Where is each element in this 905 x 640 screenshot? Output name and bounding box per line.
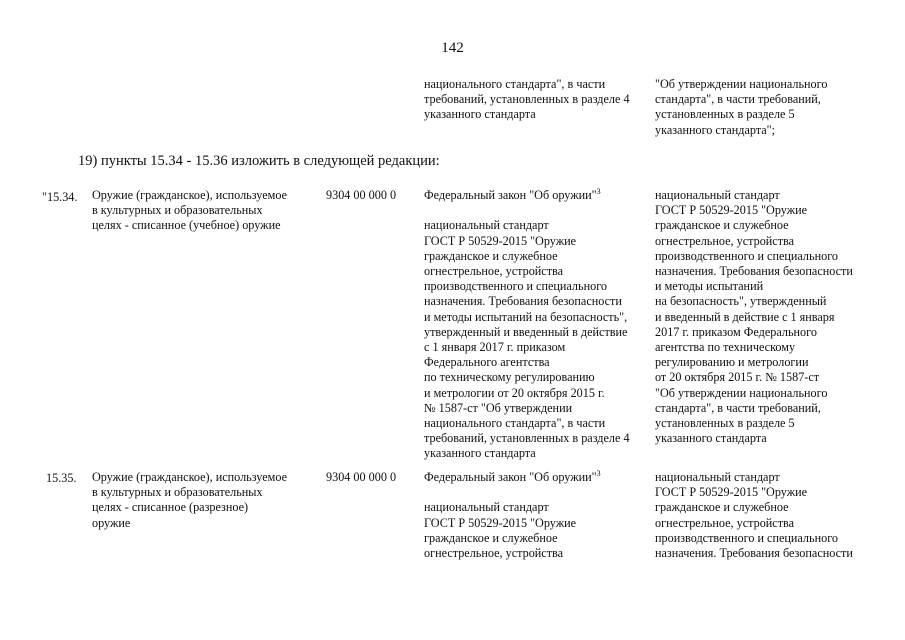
text-line: целях - списанное (разрезное) — [92, 500, 249, 515]
text-line: огнестрельное, устройства — [655, 233, 795, 248]
text-line: ГОСТ Р 50529-2015 "Оружие — [424, 233, 577, 248]
text-line: в культурных и образовательных — [92, 485, 263, 500]
text-line: от 20 октября 2015 г. № 1587-ст — [655, 370, 820, 385]
row-number: "15.34. — [42, 190, 78, 204]
text-line: по техническому регулированию — [424, 370, 595, 385]
text-line: целях - списанное (учебное) оружие — [92, 218, 281, 233]
text-line: ГОСТ Р 50529-2015 "Оружие — [655, 203, 808, 218]
text-line: гражданское и служебное — [424, 248, 558, 263]
text-line: производственного и специального — [655, 530, 838, 545]
text-line: огнестрельное, устройства — [424, 264, 564, 278]
text-line: оружие — [92, 515, 131, 530]
text-line: национальный стандарт — [424, 500, 549, 515]
law-reference — [424, 188, 630, 203]
law-text: Федеральный закон "Об оружии" — [424, 470, 597, 484]
text-line: назначения. Требования безопасности — [655, 264, 853, 279]
product-name — [92, 188, 287, 234]
text-line: Оружие (гражданское), используемое — [92, 188, 287, 202]
text-line: регулированию и метрологии — [655, 355, 809, 370]
text-line: ГОСТ Р 50529-2015 "Оружие — [424, 515, 577, 530]
text-line: требований, установленных в разделе 4 — [424, 92, 630, 107]
footnote-marker: 3 — [596, 469, 601, 478]
text-line: и введенный в действие с 1 января — [655, 309, 835, 324]
text-line: гражданское и служебное — [655, 218, 789, 233]
text-line: производственного и специального — [424, 279, 607, 294]
text-line: производственного и специального — [655, 248, 838, 263]
text-line: № 1587-ст "Об утверждении — [424, 400, 573, 415]
product-name — [92, 470, 287, 531]
text-line: указанного стандарта"; — [655, 122, 776, 137]
top-continuation-col4 — [424, 77, 630, 123]
page-number: 142 — [441, 40, 464, 56]
row-number: 15.35. — [46, 471, 77, 485]
text-line: назначения. Требования безопасности — [424, 294, 622, 309]
col4-requirements — [424, 470, 601, 561]
text-line: национальный стандарт — [655, 188, 780, 202]
text-line: 2017 г. приказом Федерального — [655, 324, 817, 339]
text-line: Оружие (гражданское), используемое — [92, 470, 287, 484]
text-line: указанного стандарта — [655, 431, 767, 446]
text-line: и методы испытаний — [655, 279, 764, 294]
col5-requirements — [655, 188, 853, 446]
text-line: установленных в разделе 5 — [655, 416, 795, 431]
text-line: агентства по техническому — [655, 340, 796, 355]
text-line: национального стандарта", в части — [424, 416, 606, 431]
text-line: национального стандарта", в части — [424, 77, 606, 91]
footnote-marker: 3 — [596, 187, 601, 196]
text-line: ГОСТ Р 50529-2015 "Оружие — [655, 485, 808, 500]
text-line: национальный стандарт — [655, 470, 780, 484]
text-line: "Об утверждении национального — [655, 77, 828, 91]
text-line: гражданское и служебное — [655, 500, 789, 515]
col4-requirements — [424, 188, 630, 462]
text-line: "Об утверждении национального — [655, 385, 828, 400]
text-line: стандарта", в части требований, — [655, 92, 821, 107]
text-line: гражданское и служебное — [424, 530, 558, 545]
text-line: указанного стандарта — [424, 446, 536, 461]
text-line: и методы испытаний на безопасность", — [424, 309, 628, 324]
text-line: и метрологии от 20 октября 2015 г. — [424, 385, 605, 400]
text-line: с 1 января 2017 г. приказом — [424, 340, 566, 355]
text-line: указанного стандарта — [424, 107, 536, 122]
text-line: в культурных и образовательных — [92, 203, 263, 218]
text-line: назначения. Требования безопасности — [655, 546, 853, 561]
text-line: стандарта", в части требований, — [655, 400, 821, 415]
text-line: огнестрельное, устройства — [424, 546, 564, 560]
text-line: на безопасность", утвержденный — [655, 294, 827, 309]
amendment-instruction: 19) пункты 15.34 - 15.36 изложить в следующей редакции: — [78, 153, 440, 169]
text-line: огнестрельное, устройства — [655, 515, 795, 530]
col5-requirements — [655, 470, 853, 561]
top-continuation-col5 — [655, 77, 827, 138]
law-reference — [424, 470, 601, 485]
law-text: Федеральный закон "Об оружии" — [424, 188, 597, 202]
text-line: национальный стандарт — [424, 218, 549, 233]
text-line: утвержденный и введенный в действие — [424, 324, 628, 339]
text-line: Федерального агентства — [424, 355, 550, 370]
text-line: установленных в разделе 5 — [655, 107, 795, 122]
tn-ved-code: 9304 00 000 0 — [326, 470, 397, 484]
text-line: требований, установленных в разделе 4 — [424, 431, 630, 446]
tn-ved-code: 9304 00 000 0 — [326, 188, 397, 202]
